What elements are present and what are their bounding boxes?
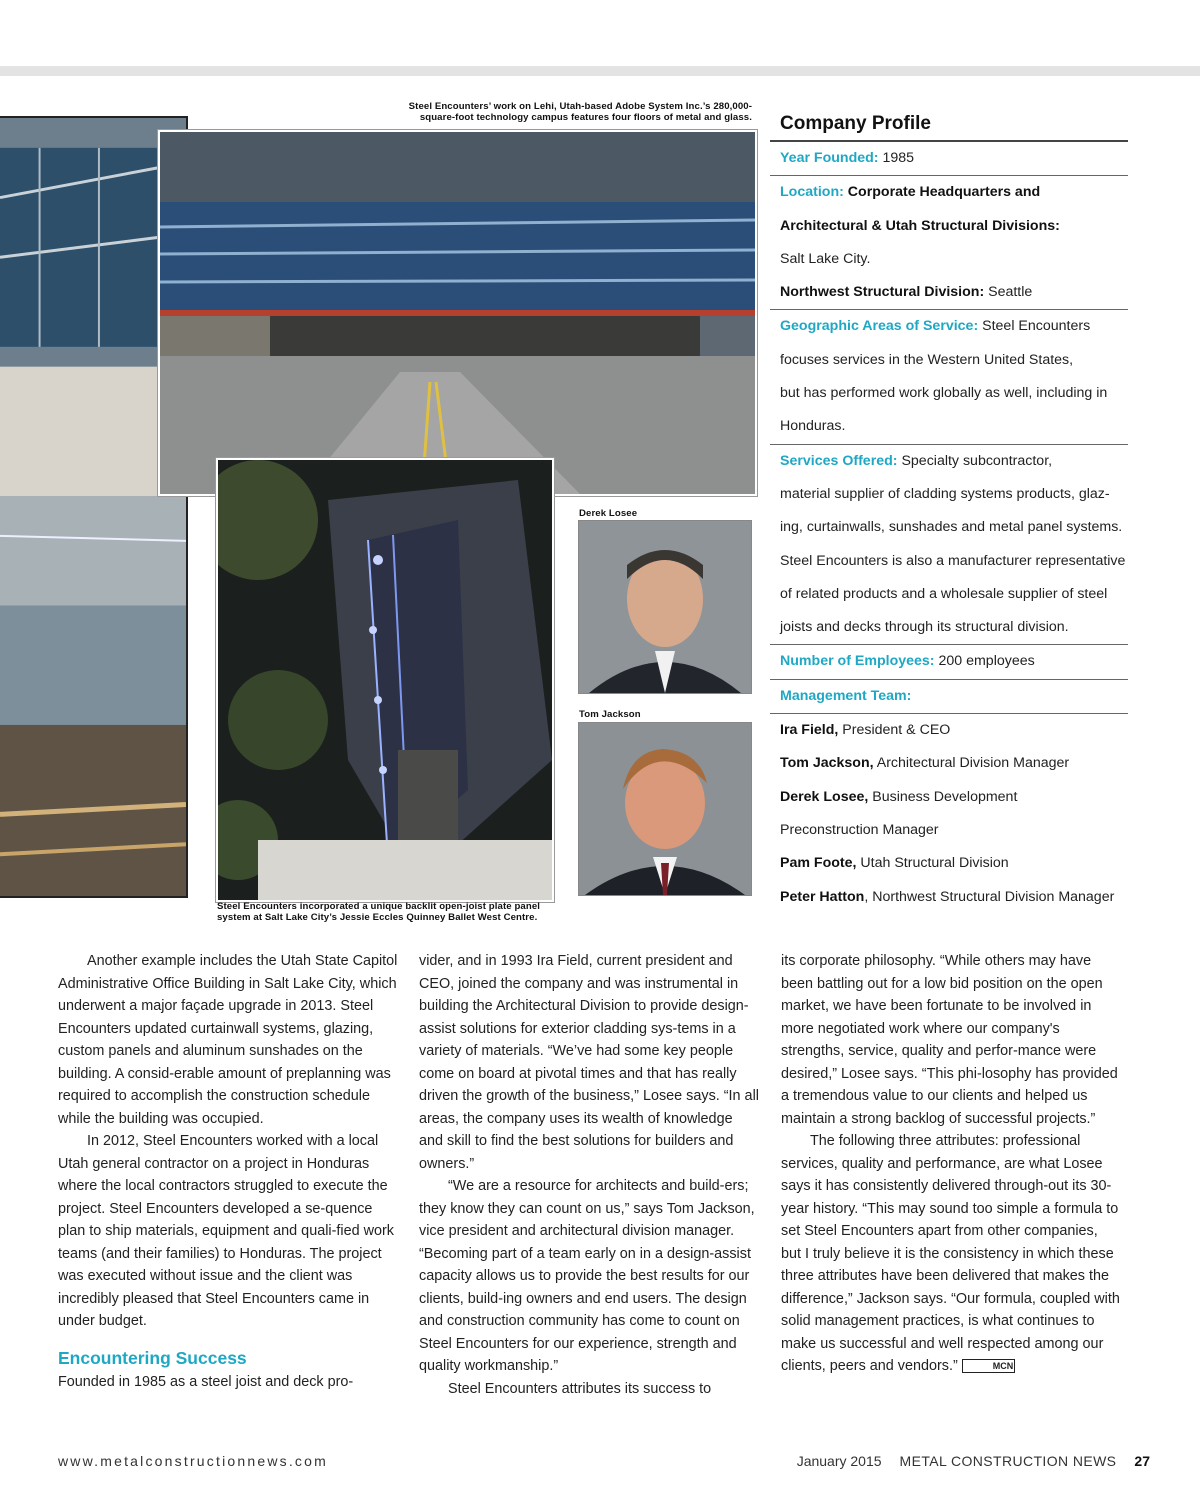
year-founded-value: 1985 xyxy=(882,150,915,166)
location-row xyxy=(770,175,1128,209)
team-member-role: President & CEO xyxy=(842,722,951,739)
services-row xyxy=(770,444,1128,478)
team-member-name: Peter Hatton xyxy=(780,888,865,905)
location-divisions-row xyxy=(770,210,1128,243)
management-team-row xyxy=(770,679,1128,713)
employees-value: 200 employees xyxy=(938,653,1035,670)
ballet-west-photo xyxy=(216,458,554,902)
footer-url: www.metalconstructionnews.com xyxy=(58,1453,328,1469)
geographic-line: Steel Encounters xyxy=(982,318,1091,335)
paragraph: vider, and in 1993 Ira Field, current president and CEO, joined the company and was instrumental in building the Architectural Division to provide design-assist solutions for exterior cladding sys-tems in a variety of materials. “We’ve had some key people come on board at pivotal times and that has really driven the growth of the business,” Losee says. “In all areas, the company uses its wealth of knowledge and skill to find the best solutions for builders and owners.” xyxy=(419,953,759,1172)
article-column-3 xyxy=(781,950,1121,1378)
services-label: Services Offered: xyxy=(780,452,898,469)
location-divisions: Architectural & Utah Structural Divisions: xyxy=(780,217,1060,234)
paragraph: In 2012, Steel Encounters worked with a local Utah general contractor on a project in Honduras where the local contractors struggled to execute the project. Steel Encounters developed a se-quence plan to ship materials, equipment and quali-fied work teams (and their families) to Honduras. The project was executed without issue and the client was incredibly pleased that Steel Encounters came in under budget. xyxy=(58,1133,394,1329)
team-member-role: Architectural Division Manager xyxy=(876,755,1070,772)
geographic-line: but has performed work globally as well, including in xyxy=(780,385,1108,402)
location-city-row xyxy=(770,243,1128,276)
services-line: joists and decks through its structural division. xyxy=(780,619,1069,636)
company-profile-box xyxy=(770,106,1128,914)
page-number: 27 xyxy=(1134,1453,1150,1469)
team-member-name: Ira Field, xyxy=(780,722,839,739)
article-column-2 xyxy=(419,950,759,1400)
location-label: Location: xyxy=(780,184,844,201)
top-rule xyxy=(0,66,1200,76)
team-member-continued xyxy=(770,814,1128,847)
year-founded-row xyxy=(770,140,1128,175)
location-hq: Corporate Headquarters and xyxy=(847,184,1041,201)
team-member xyxy=(770,747,1128,780)
services-line: of related products and a wholesale supplier of steel xyxy=(780,585,1108,602)
services-line: ing, curtainwalls, sunshades and metal panel systems. xyxy=(780,519,1123,536)
location-city: Salt Lake City. xyxy=(780,250,871,267)
end-of-article-mark: MCN xyxy=(962,1359,1016,1373)
team-member xyxy=(770,781,1128,814)
team-member-role: Preconstruction Manager xyxy=(780,821,939,838)
ballet-photo-caption: Steel Encounters incorporated a unique backlit open-joist plate panel system at Salt Lake City’s Jessie Eccles Quinney Ballet West Centre. xyxy=(217,901,541,923)
profile-title: Company Profile xyxy=(780,113,931,134)
paragraph: Founded in 1985 as a steel joist and deck pro- xyxy=(58,1373,354,1390)
northwest-value: Seattle xyxy=(988,284,1033,301)
team-member-name: Pam Foote, xyxy=(780,855,857,872)
services-line: Steel Encounters is also a manufacturer representative xyxy=(780,552,1126,569)
section-heading: Encountering Success xyxy=(58,1347,247,1368)
team-member xyxy=(770,713,1128,747)
management-team-label: Management Team: xyxy=(780,687,912,704)
team-member-name: Tom Jackson, xyxy=(780,755,874,772)
team-member-role: , Northwest Structural Division Manager xyxy=(864,888,1115,905)
tom-jackson-portrait xyxy=(578,722,752,896)
services-line: material supplier of cladding systems products, glaz- xyxy=(780,485,1110,502)
geographic-line: focuses services in the Western United States, xyxy=(780,351,1074,368)
team-member-role: Utah Structural Division xyxy=(860,855,1009,872)
magazine-name: METAL CONSTRUCTION NEWS xyxy=(899,1453,1117,1469)
derek-losee-caption: Derek Losee xyxy=(579,508,638,519)
footer-folio xyxy=(797,1453,1150,1469)
team-member-role: Business Development xyxy=(872,788,1018,805)
paragraph: Steel Encounters attributes its success to xyxy=(448,1380,712,1397)
issue-date: January 2015 xyxy=(796,1453,882,1469)
team-member-name: Derek Losee, xyxy=(780,788,869,805)
paragraph: its corporate philosophy. “While others may have been battling out for a low bid position on the open market, we have been fortunate to be involved in more negotiated work where our company's strengths, service, quality and perfor-mance were desired,” Losee says. “This phi-losophy has provided a tremendous value to our clients and helped us maintain a strong backlog of successful projects.” xyxy=(781,953,1118,1127)
team-member xyxy=(770,881,1128,914)
geographic-label: Geographic Areas of Service: xyxy=(780,318,979,335)
article-column-1 xyxy=(58,950,398,1393)
paragraph xyxy=(781,1130,1121,1378)
employees-row xyxy=(770,644,1128,678)
geographic-row xyxy=(770,309,1128,343)
paragraph: “We are a resource for architects and build-ers; they know they can count on us,” says Tom Jackson, vice president and architectural division manager. “Becoming part of a team early on in a design-assist capacity allows us to provide the best results for our clients, build-ing owners and end users. The design and construction community has come to count on Steel Encounters for our experience, strength and quality workmanship.” xyxy=(419,1178,755,1374)
paragraph-text: The following three attributes: professional services, quality and performance, are what Losee says it has consistently delivered through-out its 30-year history. “This may sound too simple a formula to set Steel Encounters apart from other companies, but I truly believe it is the consistency in which these three attributes have been delivered that makes the difference,” Jackson says. “Our formula, coupled with solid management practices, is what continues to make us successful and well respected among our clients, peers and vendors.” xyxy=(781,1133,1120,1374)
paragraph: Another example includes the Utah State Capitol Administrative Office Building in Salt Lake City, which underwent a major façade upgrade in 2013. Steel Encounters updated curtainwall systems, glazing, custom panels and aluminum sunshades on the building. A consid-erable amount of preplanning was required to accomplish the construction schedule while the building was occupied. xyxy=(58,953,398,1127)
northwest-division-row xyxy=(770,276,1128,309)
northwest-label: Northwest Structural Division: xyxy=(780,284,985,301)
employees-label: Number of Employees: xyxy=(780,653,935,670)
team-member xyxy=(770,847,1128,880)
year-founded-label: Year Founded: xyxy=(780,150,879,166)
derek-losee-portrait xyxy=(578,520,752,694)
geographic-line: Honduras. xyxy=(780,418,846,435)
tom-jackson-caption: Tom Jackson xyxy=(579,709,641,720)
adobe-photo-caption: Steel Encounters’ work on Lehi, Utah-based Adobe System Inc.’s 280,000-square-foot technology campus features four floors of metal and glass. xyxy=(408,101,752,123)
adobe-campus-photo xyxy=(158,130,757,496)
services-line: Specialty subcontractor, xyxy=(901,452,1053,469)
